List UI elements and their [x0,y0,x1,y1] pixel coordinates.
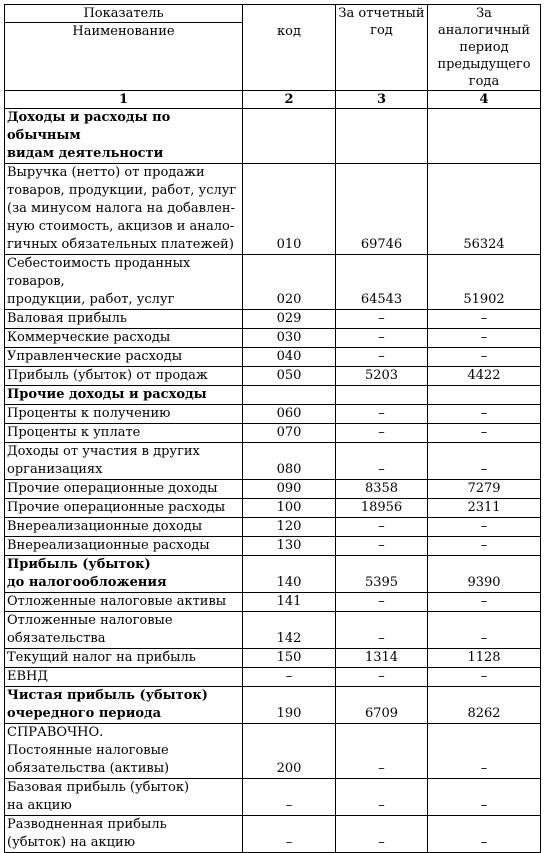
row-code-cell: 190 [243,687,336,724]
table-row [5,724,541,779]
row-previous-value-cell: – [428,816,541,853]
row-name-cell: Проценты к уплате [5,424,243,443]
table-row [5,424,541,443]
table-row [5,348,541,367]
row-current-value-cell: 64543 [336,255,428,310]
row-code-cell: 150 [243,649,336,668]
row-previous-value-cell: – [428,424,541,443]
row-name-cell: Прибыль (убыток) до налогообложения [5,556,243,593]
row-name-cell: Валовая прибыль [5,310,243,329]
row-code-cell: 070 [243,424,336,443]
row-current-value-cell: 5203 [336,367,428,386]
row-current-value-cell [336,109,428,164]
table-body [5,109,541,853]
row-current-value-cell: – [336,593,428,612]
row-previous-value-cell: – [428,518,541,537]
table-row [5,687,541,724]
table-row [5,649,541,668]
table-row [5,386,541,405]
row-name-cell: Коммерческие расходы [5,329,243,348]
table-row [5,480,541,499]
table-row [5,779,541,816]
column-number-3: 3 [336,91,428,109]
row-name-cell: Проценты к получению [5,405,243,424]
row-name-cell: Внереализационные доходы [5,518,243,537]
row-code-cell: 030 [243,329,336,348]
row-current-value-cell: – [336,668,428,687]
table-row [5,556,541,593]
row-name-cell: Внереализационные расходы [5,537,243,556]
row-name-cell: Прочие операционные доходы [5,480,243,499]
row-name-cell: Прочие операционные расходы [5,499,243,518]
table-row [5,537,541,556]
row-name-cell: СПРАВОЧНО. Постоянные налоговые обязательства (активы) [5,724,243,779]
row-current-value-cell: 18956 [336,499,428,518]
row-name-cell: Доходы и расходы по обычным видам деятельности [5,109,243,164]
column-number-2: 2 [243,91,336,109]
row-name-cell: Доходы от участия в других организациях [5,443,243,480]
row-current-value-cell: – [336,779,428,816]
column-number-row [5,91,541,109]
row-code-cell: 029 [243,310,336,329]
row-previous-value-cell: 2311 [428,499,541,518]
row-code-cell [243,386,336,405]
table-row [5,367,541,386]
row-name-cell: Базовая прибыль (убыток) на акцию [5,779,243,816]
row-current-value-cell: – [336,443,428,480]
row-previous-value-cell: 8262 [428,687,541,724]
row-name-cell: Чистая прибыль (убыток) очередного периода [5,687,243,724]
row-name-cell: Текущий налог на прибыль [5,649,243,668]
row-code-cell: 200 [243,724,336,779]
header-indicator-cell [5,5,243,91]
row-name-cell: Прибыль (убыток) от продаж [5,367,243,386]
row-name-cell: Управленческие расходы [5,348,243,367]
row-code-cell: 130 [243,537,336,556]
row-current-value-cell: – [336,310,428,329]
row-previous-value-cell: – [428,537,541,556]
row-current-value-cell: 1314 [336,649,428,668]
row-current-value-cell: 6709 [336,687,428,724]
row-current-value-cell: – [336,537,428,556]
row-previous-value-cell: 51902 [428,255,541,310]
row-code-cell: 010 [243,164,336,255]
table-row [5,164,541,255]
row-code-cell: 140 [243,556,336,593]
table-row [5,499,541,518]
row-code-cell: – [243,779,336,816]
row-code-cell: 040 [243,348,336,367]
row-code-cell: 060 [243,405,336,424]
financial-results-table [4,4,541,853]
row-previous-value-cell: – [428,779,541,816]
row-code-cell: 141 [243,593,336,612]
table-row [5,109,541,164]
column-number-4: 4 [428,91,541,109]
row-current-value-cell: – [336,405,428,424]
row-code-cell: 100 [243,499,336,518]
table-row [5,443,541,480]
header-previous-period-cell: За аналогичный период предыдущего года [428,5,541,91]
row-previous-value-cell: 56324 [428,164,541,255]
row-current-value-cell: – [336,329,428,348]
row-previous-value-cell: 1128 [428,649,541,668]
row-current-value-cell [336,386,428,405]
header-current-period-cell: За отчетный год [336,5,428,91]
table-row [5,329,541,348]
row-previous-value-cell: – [428,405,541,424]
row-name-cell: Разводненная прибыль (убыток) на акцию [5,816,243,853]
row-name-cell: Выручка (нетто) от продажи товаров, продукции, работ, услуг (за минусом налога на добавлен- ную стоимость, акцизов и анало- гичных обязательных платежей) [5,164,243,255]
header-code-cell [243,5,336,91]
row-code-cell: 090 [243,480,336,499]
row-code-cell: 080 [243,443,336,480]
row-code-cell: – [243,668,336,687]
row-code-cell: 020 [243,255,336,310]
row-previous-value-cell: 4422 [428,367,541,386]
table-row [5,405,541,424]
row-previous-value-cell: 9390 [428,556,541,593]
row-current-value-cell: 69746 [336,164,428,255]
row-previous-value-cell: – [428,329,541,348]
row-previous-value-cell: – [428,348,541,367]
row-current-value-cell: – [336,724,428,779]
header-name-label: Наименование [72,24,175,39]
row-current-value-cell: – [336,518,428,537]
row-previous-value-cell: – [428,310,541,329]
row-current-value-cell: – [336,612,428,649]
table-row [5,518,541,537]
row-code-cell: 050 [243,367,336,386]
row-previous-value-cell [428,109,541,164]
row-name-cell: Отложенные налоговые активы [5,593,243,612]
row-name-cell: Прочие доходы и расходы [5,386,243,405]
row-previous-value-cell: – [428,724,541,779]
row-code-cell [243,109,336,164]
row-previous-value-cell: – [428,443,541,480]
table-row [5,593,541,612]
row-current-value-cell: – [336,348,428,367]
table-row [5,310,541,329]
row-previous-value-cell: – [428,593,541,612]
row-current-value-cell: 8358 [336,480,428,499]
row-name-cell: ЕВНД [5,668,243,687]
header-indicator-label: Показатель [5,5,242,23]
row-code-cell: 120 [243,518,336,537]
table-row [5,255,541,310]
row-code-cell: – [243,816,336,853]
table-header-row [5,5,541,91]
row-name-cell: Себестоимость проданных товаров, продукции, работ, услуг [5,255,243,310]
header-code-label: код [277,24,301,39]
table-row [5,816,541,853]
row-current-value-cell: – [336,424,428,443]
row-code-cell: 142 [243,612,336,649]
column-number-1: 1 [5,91,243,109]
row-current-value-cell: – [336,816,428,853]
row-previous-value-cell: 7279 [428,480,541,499]
row-current-value-cell: 5395 [336,556,428,593]
table-row [5,668,541,687]
row-name-cell: Отложенные налоговые обязательства [5,612,243,649]
row-previous-value-cell: – [428,668,541,687]
table-row [5,612,541,649]
row-previous-value-cell: – [428,612,541,649]
row-previous-value-cell [428,386,541,405]
